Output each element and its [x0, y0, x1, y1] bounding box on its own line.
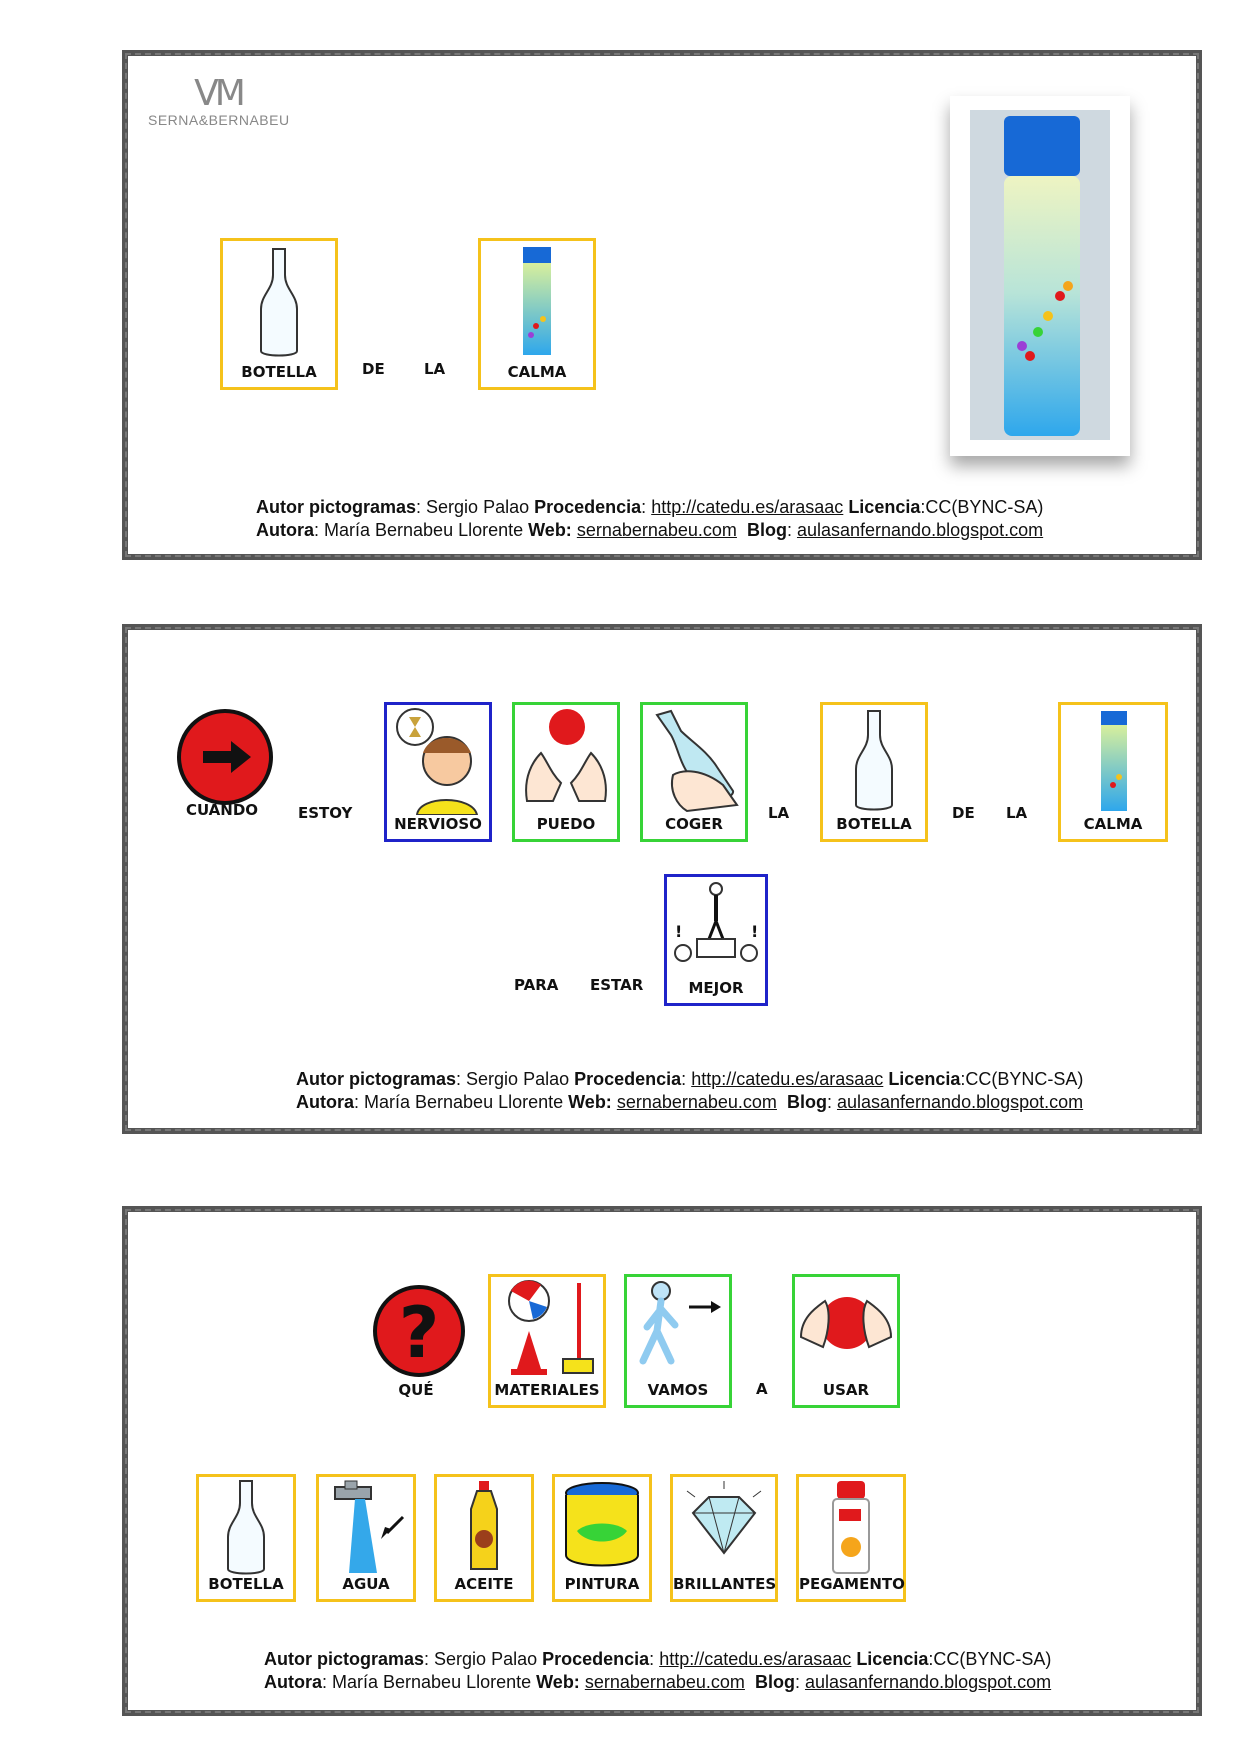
oil-bottle-icon: [437, 1477, 531, 1577]
card-nervioso: NERVIOSO: [384, 702, 492, 842]
bottle-icon: [199, 1477, 293, 1577]
panel-botella-de-la-calma: VM SERNA&BERNABEU BOTELLA DE LA CALMA Autor pictogramas: Sergio Palao Procedencia: http://catedu.es/arasaac Licencia:CC(BYNC-SA) Autora: María Bernabeu Llorente Web: sernabernabeu.com Blog: aulasanfernando.blogspot.com: [122, 50, 1202, 560]
diamond-icon: [673, 1477, 775, 1577]
hands-squeeze-ball-icon: [795, 1277, 897, 1381]
question-icon: [367, 1277, 471, 1381]
web-link[interactable]: sernabernabeu.com: [584, 1672, 745, 1692]
blog-link[interactable]: aulasanfernando.blogspot.com: [804, 1672, 1052, 1692]
bottle-icon: [823, 705, 925, 815]
card-botella: BOTELLA: [220, 238, 338, 390]
card-puedo: PUEDO: [512, 702, 620, 842]
card-coger: COGER: [640, 702, 748, 842]
panel-que-materiales: ? QUÉ MATERIALES VAMOS A USAR BOTELLA AGUA ACEITE PINTURA BRILLANTES PEGAMENTO Autor pictogramas: Sergio Palao Procedencia: http://catedu.es/arasaac Licencia:CC(BYNC-SA) Autora: María Bernabeu Llorente Web: sernabernabeu.com Blog: aulasanfernando.blogspot.com: [122, 1206, 1202, 1716]
bottle-icon: [223, 241, 335, 361]
card-materiales: MATERIALES: [488, 1274, 606, 1408]
card-cuando: CUANDO: [168, 702, 276, 828]
clock-icon: [171, 705, 279, 805]
blog-link[interactable]: aulasanfernando.blogspot.com: [796, 520, 1044, 540]
card-pegamento: PEGAMENTO: [796, 1474, 906, 1602]
svg-text:?: ?: [398, 1292, 440, 1374]
serna-bernabeu-logo: VM SERNA&BERNABEU: [148, 73, 290, 128]
procedencia-link[interactable]: http://catedu.es/arasaac: [659, 1649, 852, 1669]
ball-cone-broom-icon: [491, 1277, 603, 1381]
calm-bottle-icon: [481, 241, 593, 361]
web-link[interactable]: sernabernabeu.com: [576, 520, 737, 540]
procedencia-link[interactable]: http://catedu.es/arasaac: [651, 497, 844, 517]
calm-bottle-photo-icon: [950, 96, 1130, 456]
card-vamos: VAMOS: [624, 1274, 732, 1408]
svg-text:!: !: [675, 922, 683, 941]
nervous-boy-icon: [387, 705, 489, 815]
credits-block: Autor pictogramas: Sergio Palao Procedencia: http://catedu.es/arasaac Licencia:CC(BYNC-SA) Autora: María Bernabeu Llorente Web: sernabernabeu.com Blog: aulasanfernando.blogspot.com: [256, 497, 1044, 540]
card-que: ? QUÉ: [364, 1274, 468, 1408]
hand-grab-bottle-icon: [643, 705, 745, 815]
panel-cuando-estoy-nervioso: CUANDO ESTOY NERVIOSO PUEDO COGER LA BOTELLA DE LA CALMA PARA ESTAR ! ! MEJOR Autor pictogramas: Sergio Palao Procedencia: http://catedu.es/arasaac Licencia:CC(BYNC-SA) Autora: María Bernabeu Llorente Web: sernabernabeu.com Blog: aulasanfernando.blogspot.com: [122, 624, 1202, 1134]
paint-pot-icon: [555, 1477, 649, 1577]
credits-block: Autor pictogramas: Sergio Palao Procedencia: http://catedu.es/arasaac Licencia:CC(BYNC-SA) Autora: María Bernabeu Llorente Web: sernabernabeu.com Blog: aulasanfernando.blogspot.com: [264, 1649, 1052, 1692]
card-calma-2: CALMA: [1058, 702, 1168, 842]
glue-stick-icon: [799, 1477, 903, 1577]
water-tap-icon: [319, 1477, 413, 1577]
svg-text:!: !: [751, 922, 759, 941]
card-brillantes: BRILLANTES: [670, 1474, 778, 1602]
card-agua: AGUA: [316, 1474, 416, 1602]
credits-block: Autor pictogramas: Sergio Palao Procedencia: http://catedu.es/arasaac Licencia:CC(BYNC-SA) Autora: María Bernabeu Llorente Web: sernabernabeu.com Blog: aulasanfernando.blogspot.com: [296, 1069, 1084, 1112]
web-link[interactable]: sernabernabeu.com: [616, 1092, 777, 1112]
card-pintura: PINTURA: [552, 1474, 652, 1602]
procedencia-link[interactable]: http://catedu.es/arasaac: [691, 1069, 884, 1089]
card-calma: CALMA: [478, 238, 596, 390]
winner-podium-icon: [667, 877, 765, 981]
card-mejor: ! ! MEJOR: [664, 874, 768, 1006]
hands-ball-icon: [515, 705, 617, 815]
calm-bottle-icon: [1061, 705, 1165, 815]
card-botella-2: BOTELLA: [820, 702, 928, 842]
card-botella-3: BOTELLA: [196, 1474, 296, 1602]
calm-bottle-photo: [950, 96, 1130, 456]
card-usar: USAR: [792, 1274, 900, 1408]
walking-person-icon: [627, 1277, 729, 1381]
blog-link[interactable]: aulasanfernando.blogspot.com: [836, 1092, 1084, 1112]
card-aceite: ACEITE: [434, 1474, 534, 1602]
